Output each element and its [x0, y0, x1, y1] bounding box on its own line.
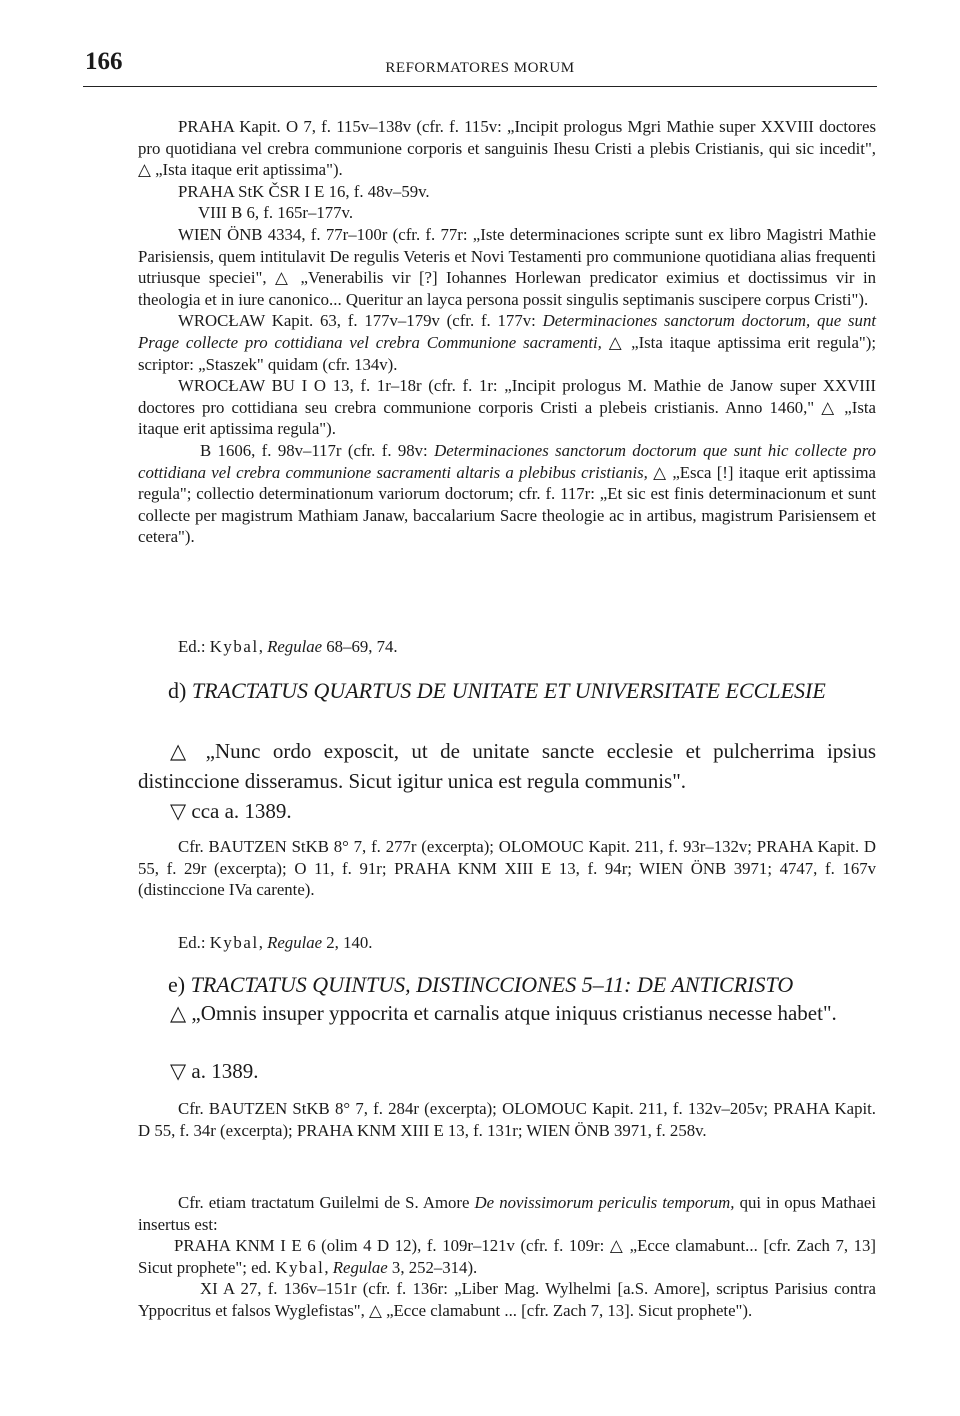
section-d-date: ▽ cca a. 1389. [170, 799, 292, 823]
entry-b1606: B 1606, f. 98v–117r (cfr. f. 98v: Determinaciones sanctorum doctorum que sunt hic collecte pro cottidiana vel crebra communione sacramenti altaris a plebibus cristianis, △ „Esca [!] itaque erit aptissima regula"; collectio determinationum variorum doctorum; cfr. f. 117r: „Et sic est finis determinacionum et sunt collecte per magistrum Mathiam Janaw, baccalarium Sacre theologie ac in artibus, magistrum Parisiensem et cetera"). [138, 440, 876, 547]
section-e-heading: e) TRACTATUS QUINTUS, DISTINCCIONES 5–11: DE ANTICRISTO [168, 972, 794, 997]
entry-wroclaw-bu: WROCŁAW BU I O 13, f. 1r–18r (cfr. f. 1r: „Incipit prologus M. Mathie de Janow super XXVIII doctores pro cottidiana seu crebra communione corporis Cristi a plebeis cristianis. Anno 1460," △ „Ista itaque erit aptissima regula"). [138, 376, 876, 439]
entry-viii-b6: VIII B 6, f. 165r–177v. [198, 203, 354, 223]
cfr-etiam: Cfr. etiam tractatum Guilelmi de S. Amore De novissimorum periculis temporum, qui in opus Mathaei insertus est: PRAHA KNM I E 6 (olim 4 D 12), f. 109r–121v (cfr. f. 109r: △ „Ecce clamabunt... [cfr. Zach 7, 13] Sicut prophete"; ed. Kybal, Regulae 3, 252–314). XI A 27, f. 136v–151r (cfr. f. 136r: „Liber Mag. Wylhelmi [a.S. Amore], scriptus Parisius contra Yppocritus et falsos Wyglefistas", △ „Ecce clamabunt ... [cfr. Zach 7, 13]. Sicut prophete"). [138, 1193, 876, 1320]
entry-praha-kapit-o7: PRAHA Kapit. O 7, f. 115v–138v (cfr. f. 115v: „Incipit prologus Mgri Mathie super XXVIII doctores pro quotidiana vel crebra communione corporis et sanguinis Ihesu Cristi a plebis Cristianis, qui sic incedit", △ „Ista itaque erit aptissima"). [138, 117, 876, 180]
section-d-incipit: △ „Nunc ordo exposcit, ut de unitate sancte ecclesie et pulcherrima ipsius distinccione disseramus. Sicut igitur unica est regula communis". [138, 739, 876, 793]
entry-praha-stk: PRAHA StK ČSR I E 16, f. 48v–59v. [178, 181, 430, 201]
header-rule [83, 86, 877, 87]
section-d-edition: Ed.: Kybal, Regulae 2, 140. [178, 933, 373, 952]
section-e-incipit: △ „Omnis insuper yppocrita et carnalis atque iniquus cristianus necesse habet". [170, 1001, 837, 1025]
section-e-title: TRACTATUS QUINTUS, DISTINCCIONES 5–11: DE ANTICRISTO [190, 972, 794, 997]
entry-praha-knm: PRAHA KNM I E 6 (olim 4 D 12), f. 109r–121v (cfr. f. 109r: △ „Ecce clamabunt... [cfr. Zach 7, 13] Sicut prophete"; ed. Kybal, Regulae 3, 252–314). [138, 1236, 876, 1277]
section-e-date: ▽ a. 1389. [170, 1059, 259, 1083]
page-number: 166 [85, 48, 123, 75]
section-e-cfr: Cfr. BAUTZEN StKB 8° 7, f. 284r (excerpta); OLOMOUC Kapit. 211, f. 132v–205v; PRAHA Kapit. D 55, f. 34r (excerpta); PRAHA KNM XIII E 13, f. 131r; WIEN ÖNB 3971, f. 258v. [138, 1099, 876, 1140]
section-d-cfr: Cfr. BAUTZEN StKB 8° 7, f. 277r (excerpta); OLOMOUC Kapit. 211, f. 93r–132v; PRAHA Kapit. D 55, f. 29r (excerpta); O 11, f. 91r; PRAHA KNM XIII E 13, f. 94r; WIEN ÖNB 3971; 4747, f. 167v (distinccione IVa carente). [138, 837, 876, 900]
section-d-heading: d) TRACTATUS QUARTUS DE UNITATE ET UNIVERSITATE ECCLESIE [168, 678, 826, 703]
edition-note-1: Ed.: Kybal, Regulae 68–69, 74. [178, 637, 398, 656]
running-head: REFORMATORES MORUM [385, 60, 575, 76]
entry-wroclaw-kapit-63: WROCŁAW Kapit. 63, f. 177v–179v (cfr. f. 177v: Determinaciones sanctorum doctorum, que sunt Prage collecte pro cottidiana vel crebra Communione sacramenti, △ „Ista itaque aptissima erit regula"); scriptor: „Staszek" quidam (cfr. 134v). [138, 311, 877, 374]
entry-wien-4334: WIEN ÖNB 4334, f. 77r–100r (cfr. f. 77r: „Iste determinaciones scripte sunt ex libro Magistri Mathie Parisiensis, quem intitulavit De regulis Veteris et Novi Testamenti pro communione quotidiana alias frequenti utriusque speciei", △ „Venerabilis vir [?] Iohannes Horlewan predicator eximius et doctissimus vir in theologia et in iure canonico... Queritur an layca persona possit singulis septimanis suscipere corpus Cristi"). [138, 224, 876, 309]
manuscript-list-1 [138, 116, 876, 548]
entry-xi-a27: XI A 27, f. 136v–151r (cfr. f. 136r: „Liber Mag. Wylhelmi [a.S. Amore], scriptus Parisius contra Yppocritus et falsos Wyglefistas", △ „Ecce clamabunt ... [cfr. Zach 7, 13]. Sicut prophete"). [138, 1279, 876, 1320]
section-d-title: TRACTATUS QUARTUS DE UNITATE ET UNIVERSITATE ECCLESIE [191, 678, 826, 703]
